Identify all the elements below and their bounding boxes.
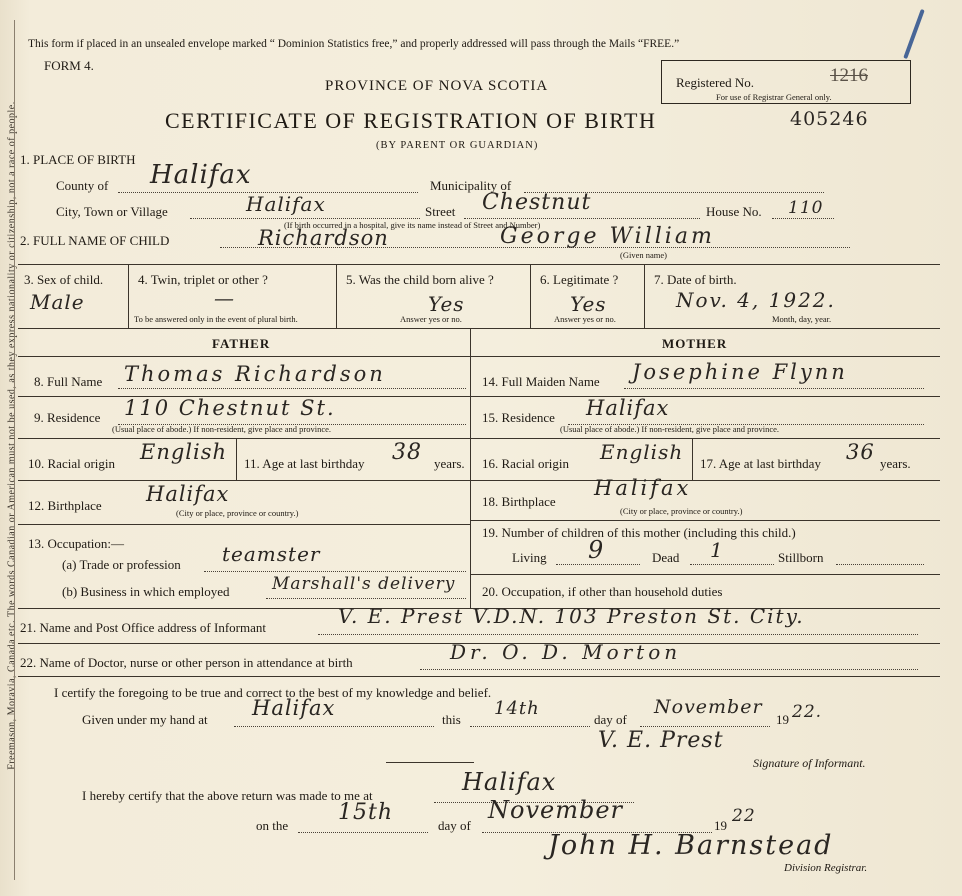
informant-signature-caption: Signature of Informant. bbox=[753, 756, 866, 770]
father-age-label: 11. Age at last birthday bbox=[244, 456, 365, 471]
given-place: Halifax bbox=[252, 696, 336, 720]
children-count-label: 19. Number of children of this mother (including this child.) bbox=[482, 525, 796, 540]
given-day-of-label: day of bbox=[594, 712, 627, 727]
twin-note: To be answered only in the event of plural birth. bbox=[134, 314, 298, 324]
dob-value: Nov. 4, 1922. bbox=[676, 288, 836, 312]
registrar-caption: Division Registrar. bbox=[784, 862, 868, 874]
municipality-label: Municipality of bbox=[430, 178, 512, 193]
mother-name-label: 14. Full Maiden Name bbox=[482, 374, 600, 389]
informant-value: V. E. Prest V.D.N. 103 Preston St. City. bbox=[338, 604, 805, 628]
page-subtitle: (BY PARENT OR GUARDIAN) bbox=[376, 140, 539, 151]
mother-age-label: 17. Age at last birthday bbox=[700, 456, 821, 471]
father-residence-label: 9. Residence bbox=[34, 410, 101, 425]
city-label: City, Town or Village bbox=[56, 204, 168, 219]
alive-value: Yes bbox=[428, 292, 465, 316]
province-heading: PROVINCE OF NOVA SCOTIA bbox=[325, 78, 549, 94]
hospital-note: (If birth occurred in a hospital, give its name instead of Street and Number) bbox=[284, 220, 541, 230]
registration-box bbox=[661, 60, 911, 104]
given-month: November bbox=[654, 696, 763, 718]
given-day: 14th bbox=[494, 698, 540, 719]
informant-label: 21. Name and Post Office address of Informant bbox=[20, 620, 266, 635]
father-birthplace-note: (City or place, province or country.) bbox=[176, 508, 299, 518]
this-label: this bbox=[442, 712, 461, 727]
father-racial-label: 10. Racial origin bbox=[28, 456, 116, 471]
mail-notice: This form if placed in an unsealed envelope marked “ Dominion Statistics free,” and properly addressed will pass through the Mails “FREE.” bbox=[28, 38, 680, 50]
stillborn-label: Stillborn bbox=[778, 550, 824, 565]
city-value: Halifax bbox=[246, 192, 326, 216]
registrar-year-prefix: 19 bbox=[714, 818, 727, 833]
registrar-place: Halifax bbox=[462, 768, 557, 796]
stamped-number: 405246 bbox=[790, 108, 869, 130]
registrar-month: November bbox=[488, 796, 624, 824]
occupation-label: 13. Occupation:— bbox=[28, 536, 125, 551]
sex-label: 3. Sex of child. bbox=[24, 272, 104, 287]
business-label: (b) Business in which employed bbox=[62, 584, 230, 599]
given-year: 22. bbox=[792, 702, 823, 722]
alive-label: 5. Was the child born alive ? bbox=[346, 272, 494, 287]
legitimate-label: 6. Legitimate ? bbox=[540, 272, 619, 287]
twin-label: 4. Twin, triplet or other ? bbox=[138, 272, 268, 287]
street-label: Street bbox=[425, 204, 456, 219]
twin-value: — bbox=[214, 286, 235, 310]
father-name: Thomas Richardson bbox=[124, 362, 386, 386]
trade-label: (a) Trade or profession bbox=[62, 557, 181, 572]
registrar-day-of-label: day of bbox=[438, 818, 471, 833]
given-name-caption: (Given name) bbox=[620, 250, 667, 260]
on-the-label: on the bbox=[256, 818, 289, 833]
house-value: 110 bbox=[788, 198, 824, 218]
father-racial: English bbox=[140, 440, 228, 464]
mother-name: Josephine Flynn bbox=[632, 360, 848, 384]
registrar-general-note: For use of Registrar General only. bbox=[716, 92, 832, 102]
father-name-label: 8. Full Name bbox=[34, 374, 103, 389]
certify-statement: I certify the foregoing to be true and correct to the best of my knowledge and belief. bbox=[54, 685, 492, 700]
father-years: years. bbox=[434, 456, 465, 471]
given-year-prefix: 19 bbox=[776, 712, 789, 727]
dob-label: 7. Date of birth. bbox=[654, 272, 737, 287]
business-value: Marshall's delivery bbox=[272, 574, 456, 594]
living-value: 9 bbox=[588, 536, 605, 564]
mother-heading: MOTHER bbox=[662, 336, 728, 351]
living-label: Living bbox=[512, 550, 547, 565]
given-label: Given under my hand at bbox=[82, 712, 208, 727]
ink-mark bbox=[903, 9, 925, 59]
registrar-year: 22 bbox=[732, 806, 756, 826]
father-heading: FATHER bbox=[212, 336, 271, 351]
doctor-value: Dr. O. D. Morton bbox=[450, 640, 682, 664]
place-of-birth-label: 1. PLACE OF BIRTH bbox=[20, 152, 136, 167]
page-title: CERTIFICATE OF REGISTRATION OF BIRTH bbox=[165, 108, 657, 133]
child-name-label: 2. FULL NAME OF CHILD bbox=[20, 233, 170, 248]
father-age: 38 bbox=[392, 440, 422, 465]
margin-rule bbox=[14, 20, 15, 880]
house-label: House No. bbox=[706, 204, 762, 219]
child-surname: Richardson bbox=[258, 226, 389, 250]
child-given-name: George William bbox=[500, 224, 715, 249]
dead-value: 1 bbox=[710, 538, 724, 562]
mother-years: years. bbox=[880, 456, 911, 471]
dob-caption: Month, day, year. bbox=[772, 314, 832, 324]
street-value: Chestnut bbox=[482, 190, 592, 215]
father-residence-note: (Usual place of abode.) If non-resident, give place and province. bbox=[112, 424, 332, 434]
mother-birthplace-label: 18. Birthplace bbox=[482, 494, 556, 509]
trade-value: teamster bbox=[222, 542, 321, 566]
mother-residence: Halifax bbox=[586, 396, 670, 420]
side-margin-text: Freemason, Moravia, Canada etc. The words Canadian or American must not be used, as they express nationality or citizenship, not a race of people. bbox=[6, 101, 18, 770]
registered-label: Registered No. bbox=[676, 75, 754, 90]
alive-caption: Answer yes or no. bbox=[400, 314, 462, 324]
mother-racial: English bbox=[600, 440, 684, 464]
registrar-statement: I hereby certify that the above return was made to me at bbox=[82, 788, 373, 803]
registered-number: 1216 bbox=[830, 65, 868, 86]
mother-age: 36 bbox=[846, 440, 875, 464]
registrar-day: 15th bbox=[338, 800, 394, 825]
county-label: County of bbox=[56, 178, 109, 193]
county-value: Halifax bbox=[150, 160, 252, 190]
father-residence: 110 Chestnut St. bbox=[124, 396, 336, 420]
father-birthplace: Halifax bbox=[146, 482, 230, 506]
father-birthplace-label: 12. Birthplace bbox=[28, 498, 102, 513]
informant-signature: V. E. Prest bbox=[598, 728, 724, 753]
mother-residence-note: (Usual place of abode.) If non-resident, give place and province. bbox=[560, 424, 780, 434]
mother-birthplace: Halifax bbox=[594, 476, 692, 500]
mother-occupation-label: 20. Occupation, if other than household duties bbox=[482, 584, 723, 599]
form-number: FORM 4. bbox=[44, 58, 94, 73]
mother-birthplace-note: (City or place, province or country.) bbox=[620, 506, 743, 516]
dead-label: Dead bbox=[652, 550, 680, 565]
sex-value: Male bbox=[30, 290, 85, 314]
doctor-label: 22. Name of Doctor, nurse or other person in attendance at birth bbox=[20, 655, 353, 670]
registrar-signature: John H. Barnstead bbox=[548, 830, 834, 861]
mother-residence-label: 15. Residence bbox=[482, 410, 555, 425]
mother-racial-label: 16. Racial origin bbox=[482, 456, 570, 471]
legitimate-value: Yes bbox=[570, 292, 607, 316]
legitimate-caption: Answer yes or no. bbox=[554, 314, 616, 324]
